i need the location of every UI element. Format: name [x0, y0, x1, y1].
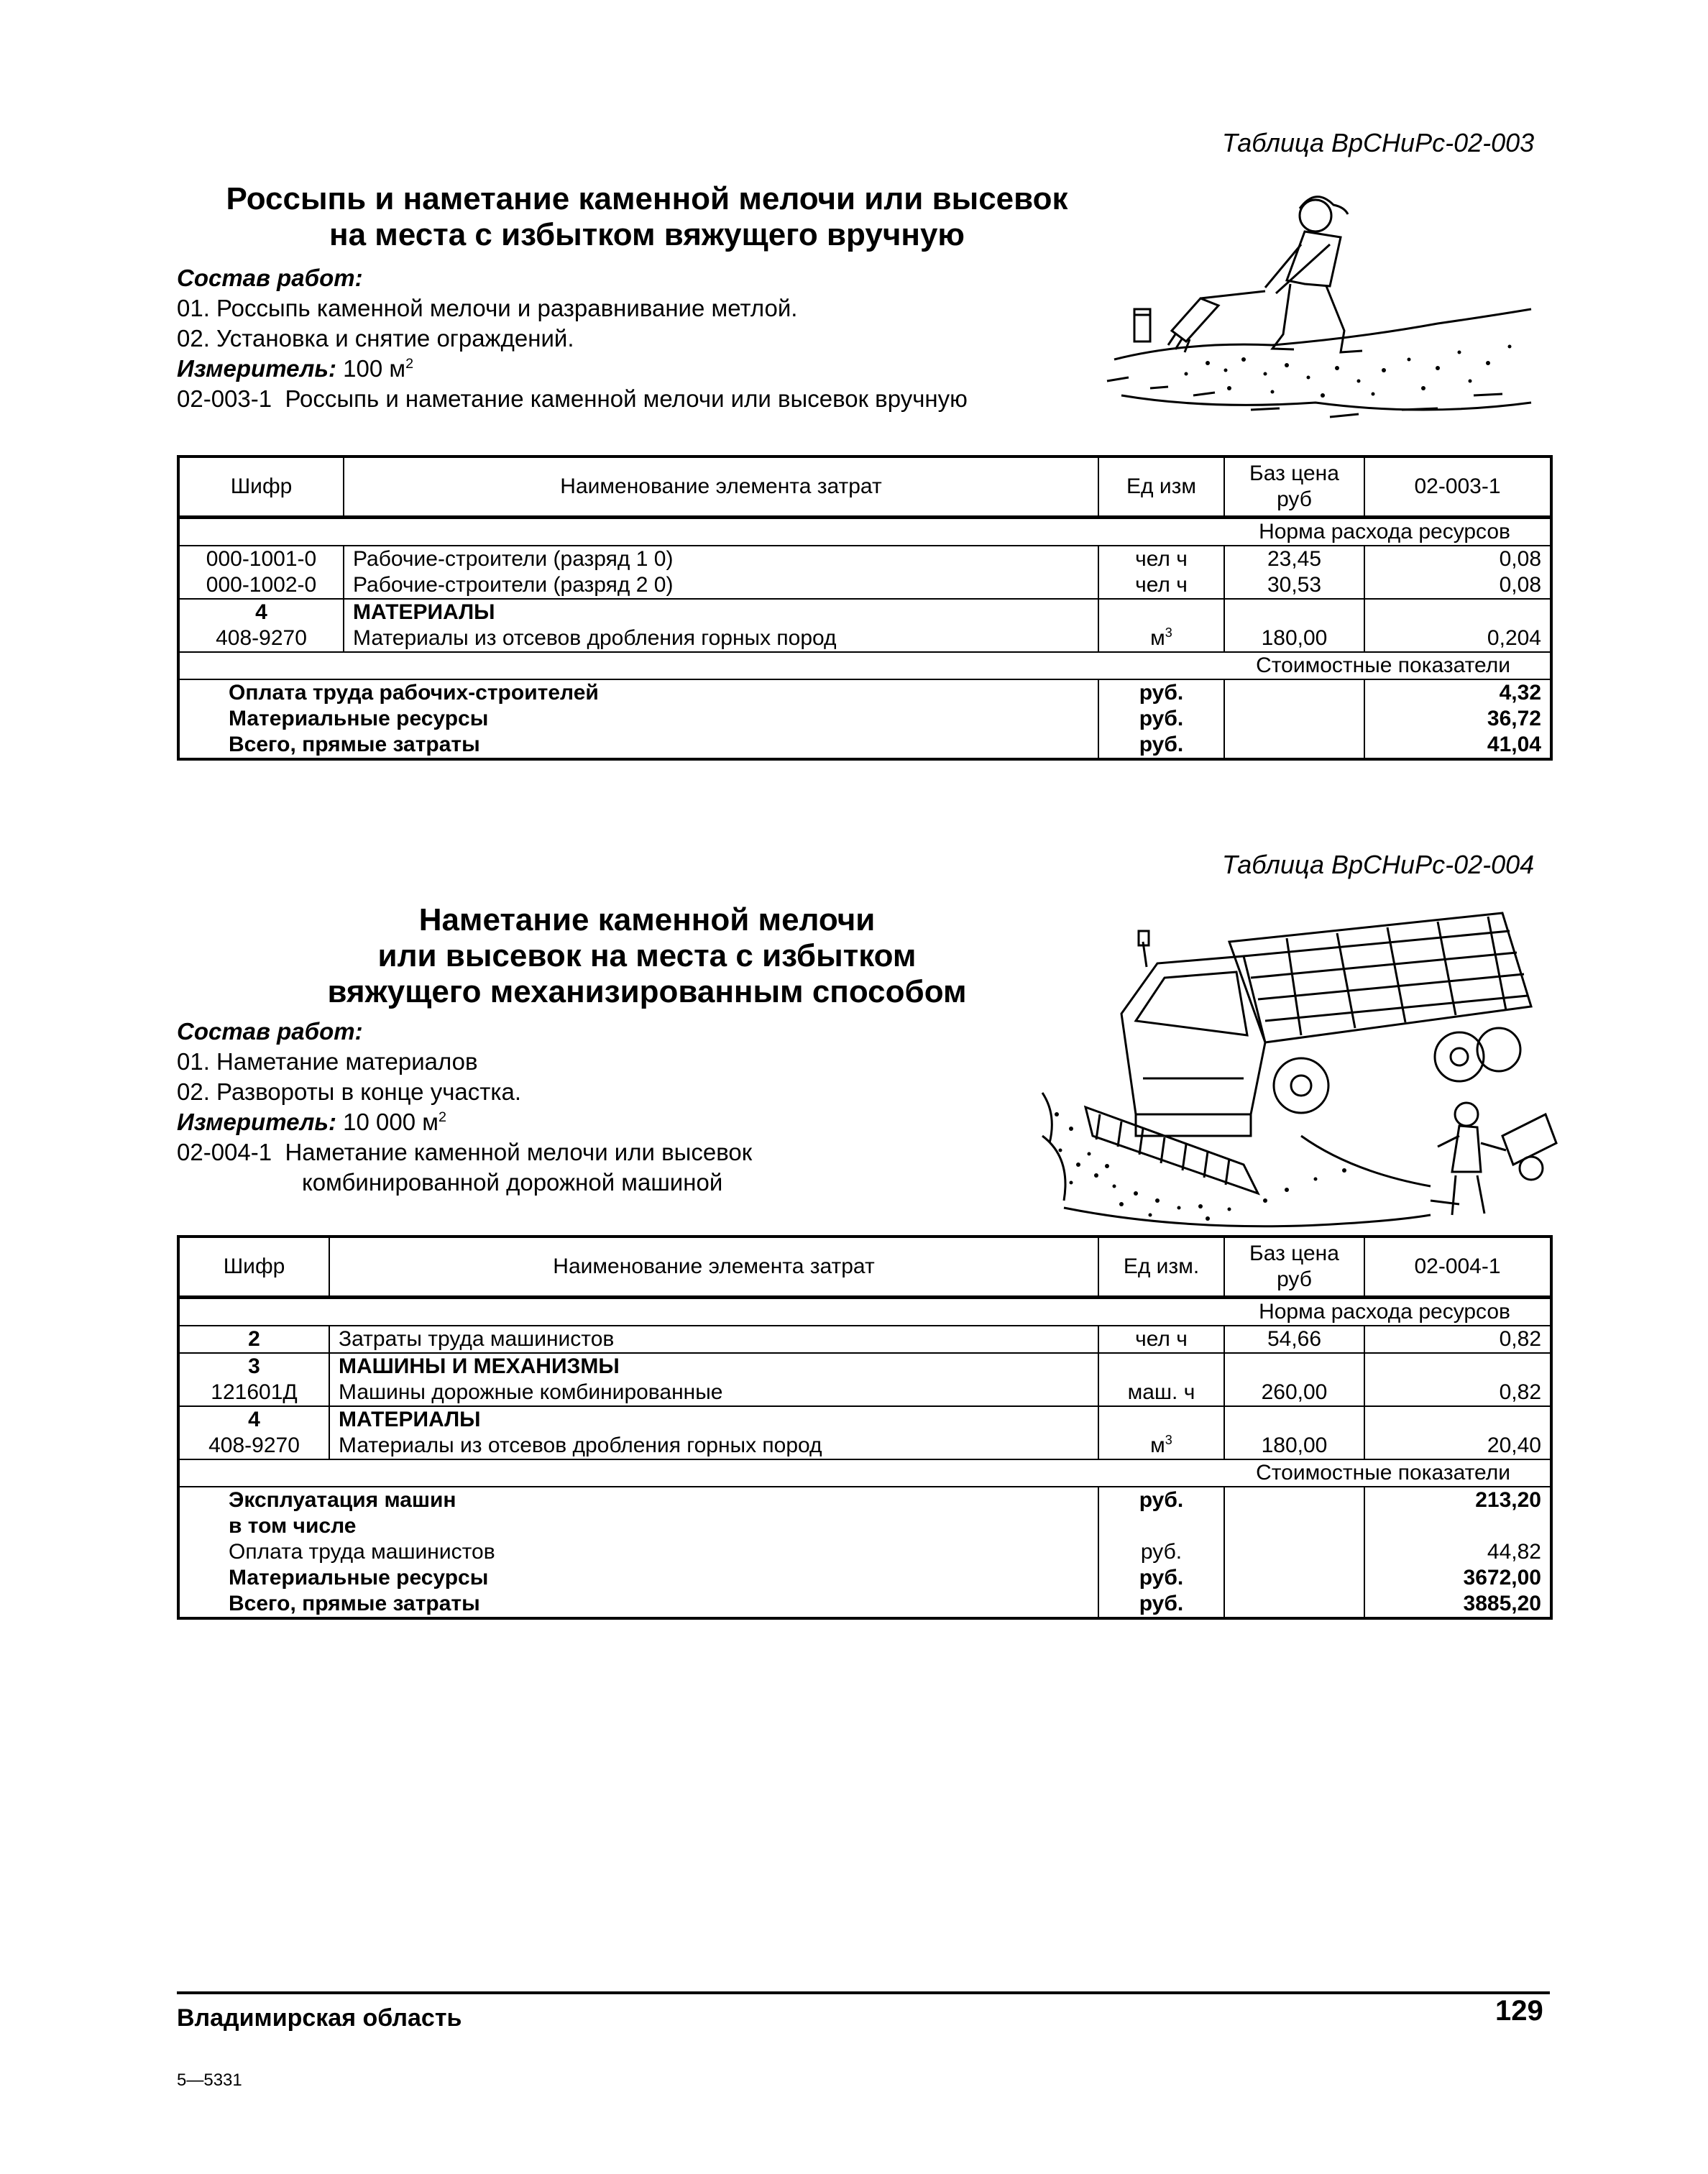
header-code: Шифр: [178, 1237, 329, 1297]
cost-value: 4,32: [1364, 679, 1551, 706]
header-norm: 02-004-1: [1364, 1237, 1551, 1297]
cost-unit: [1098, 1513, 1224, 1539]
code-line: [177, 1137, 752, 1168]
meter: [177, 354, 968, 384]
work-item: 02. Развороты в конце участка.: [177, 1078, 522, 1105]
work-item: 01. Россыпь каменной мелочи и разравнивание метлой.: [177, 295, 798, 321]
cost-value: 36,72: [1364, 706, 1551, 732]
table-label: Таблица ВрСНиРс-02-003: [1222, 128, 1535, 157]
row-unit: чел ч: [1098, 572, 1224, 599]
table-row: [178, 1433, 1551, 1459]
row-value: 0,08: [1364, 572, 1551, 599]
group-code: 4: [255, 600, 267, 624]
cost-value: 41,04: [1364, 732, 1551, 759]
cost-unit: руб.: [1098, 1591, 1224, 1618]
row-value: 0,08: [1364, 546, 1551, 572]
row-price: 23,45: [1224, 546, 1364, 572]
row-value: 20,40: [1364, 1433, 1551, 1459]
table-row: [178, 572, 1551, 599]
cost-unit: руб.: [1098, 1487, 1224, 1513]
table-row: [178, 1326, 1551, 1353]
page-number: 129: [1495, 1995, 1543, 2027]
work-description: [177, 1017, 752, 1198]
row-name: Материалы из отсевов дробления горных пород: [344, 625, 1098, 652]
title-line: на места с избытком вяжущего вручную: [329, 217, 965, 252]
cost-label: Материальные ресурсы: [229, 1565, 489, 1590]
cost-label: Всего, прямые затраты: [229, 1591, 480, 1615]
footer-divider: [177, 1991, 1550, 1994]
cost-label: Оплата труда рабочих-строителей: [229, 680, 599, 705]
cost-value: 44,82: [1364, 1539, 1551, 1565]
work-heading: Состав работ:: [177, 265, 363, 291]
table-row: [178, 546, 1551, 572]
row-name: Материалы из отсевов дробления горных пород: [329, 1433, 1098, 1459]
row-code: 408-9270: [216, 625, 307, 650]
row-name: Затраты труда машинистов: [329, 1326, 1098, 1353]
cost-label: Всего, прямые затраты: [229, 732, 480, 756]
work-item: 02. Установка и снятие ограждений.: [177, 325, 574, 352]
header-name: Наименование элемента затрат: [344, 457, 1098, 517]
code-number: 02-003-1: [177, 385, 272, 412]
meter: [177, 1107, 752, 1137]
cost-unit: руб.: [1098, 679, 1224, 706]
row-unit: $м^3$: [1098, 625, 1224, 652]
row-price: 180,00: [1224, 625, 1364, 652]
title-line: Наметание каменной мелочи: [418, 902, 876, 937]
row-unit: $м^3$: [1098, 1433, 1224, 1459]
group-name: МАШИНЫ И МЕХАНИЗМЫ: [329, 1353, 1098, 1380]
road-sweeper-truck-icon: [1028, 899, 1567, 1237]
meter-label: Измеритель:: [177, 1109, 336, 1135]
cost-value: [1364, 1513, 1551, 1539]
row-code: 2: [248, 1326, 260, 1351]
meter-value: 10 000 м: [343, 1109, 439, 1135]
row-value: 0,82: [1364, 1380, 1551, 1406]
row-unit: маш. ч: [1098, 1380, 1224, 1406]
resource-table: [177, 1235, 1553, 1620]
cost-value: 3672,00: [1364, 1565, 1551, 1591]
row-code: 000-1001-0: [206, 546, 317, 571]
cost-value: 213,20: [1364, 1487, 1551, 1513]
header-price: Баз цена руб: [1224, 457, 1364, 517]
cost-row: [178, 1513, 1551, 1539]
row-name: Машины дорожные комбинированные: [329, 1380, 1098, 1406]
cost-label: Материальные ресурсы: [229, 706, 489, 730]
table-label: Таблица ВрСНиРс-02-004: [1222, 850, 1535, 879]
norm-section-header: Норма расхода ресурсов: [178, 1297, 1551, 1326]
code-number: 02-004-1: [177, 1139, 272, 1165]
cost-row: [178, 1487, 1551, 1513]
group-row: [178, 1406, 1551, 1433]
title-line: или высевок на места с избытком: [377, 938, 917, 973]
cost-unit: руб.: [1098, 732, 1224, 759]
meter-label: Измеритель:: [177, 355, 336, 382]
row-code: 121601Д: [211, 1380, 298, 1404]
row-value: 0,82: [1364, 1326, 1551, 1353]
code-description: комбинированной дорожной машиной: [302, 1169, 723, 1196]
cost-row: [178, 1539, 1551, 1565]
row-code: 000-1002-0: [206, 572, 317, 597]
title-line: вяжущего механизированным способом: [327, 974, 967, 1009]
work-item: 01. Наметание материалов: [177, 1048, 478, 1075]
row-price: 180,00: [1224, 1433, 1364, 1459]
cost-unit: руб.: [1098, 1565, 1224, 1591]
cost-label: в том числе: [229, 1513, 357, 1538]
cost-row: [178, 1591, 1551, 1618]
row-name: Рабочие-строители (разряд 2 0): [344, 572, 1098, 599]
work-heading: Состав работ:: [177, 1018, 363, 1045]
cost-label: Эксплуатация машин: [229, 1487, 456, 1512]
header-unit: Ед изм.: [1098, 1237, 1224, 1297]
row-code: 408-9270: [208, 1433, 300, 1457]
cost-unit: руб.: [1098, 706, 1224, 732]
code-description: Россыпь и наметание каменной мелочи или высевок вручную: [285, 385, 968, 412]
header-name: Наименование элемента затрат: [329, 1237, 1098, 1297]
code-description: Наметание каменной мелочи или высевок: [285, 1139, 753, 1165]
worker-sweeping-icon: [1100, 180, 1546, 428]
header-unit: Ед изм: [1098, 457, 1224, 517]
resource-table: [177, 455, 1553, 761]
row-price: 54,66: [1224, 1326, 1364, 1353]
section-title: [108, 181, 1186, 253]
row-name: Рабочие-строители (разряд 1 0): [344, 546, 1098, 572]
cost-value: 3885,20: [1364, 1591, 1551, 1618]
meter-sup: 2: [405, 356, 414, 372]
work-description: [177, 263, 968, 414]
row-value: 0,204: [1364, 625, 1551, 652]
cost-label: Оплата труда машинистов: [229, 1539, 495, 1564]
group-row: [178, 599, 1551, 625]
row-unit: чел ч: [1098, 546, 1224, 572]
title-line: Россыпь и наметание каменной мелочи или высевок: [226, 181, 1068, 216]
row-price: 260,00: [1224, 1380, 1364, 1406]
header-norm: 02-003-1: [1364, 457, 1551, 517]
print-code: 5—5331: [177, 2070, 242, 2090]
header-code: Шифр: [178, 457, 344, 517]
group-code: 4: [248, 1407, 260, 1431]
group-code: 3: [248, 1354, 260, 1378]
footer-region: Владимирская область: [177, 2004, 462, 2032]
section-title: [216, 902, 1078, 1010]
meter-value: 100 м: [343, 355, 406, 382]
group-name: МАТЕРИАЛЫ: [344, 599, 1098, 625]
group-name: МАТЕРИАЛЫ: [329, 1406, 1098, 1433]
cost-row: [178, 706, 1551, 732]
group-row: [178, 1353, 1551, 1380]
header-price: Баз цена руб: [1224, 1237, 1364, 1297]
table-row: [178, 1380, 1551, 1406]
cost-row: [178, 732, 1551, 759]
norm-section-header: Норма расхода ресурсов: [178, 517, 1551, 546]
cost-row: [178, 679, 1551, 706]
cost-row: [178, 1565, 1551, 1591]
cost-section-header: Стоимостные показатели: [178, 652, 1551, 679]
cost-section-header: Стоимостные показатели: [178, 1459, 1551, 1487]
row-price: 30,53: [1224, 572, 1364, 599]
code-line: [177, 384, 968, 414]
cost-unit: руб.: [1098, 1539, 1224, 1565]
row-unit: чел ч: [1098, 1326, 1224, 1353]
meter-sup: 2: [438, 1109, 446, 1125]
table-row: [178, 625, 1551, 652]
